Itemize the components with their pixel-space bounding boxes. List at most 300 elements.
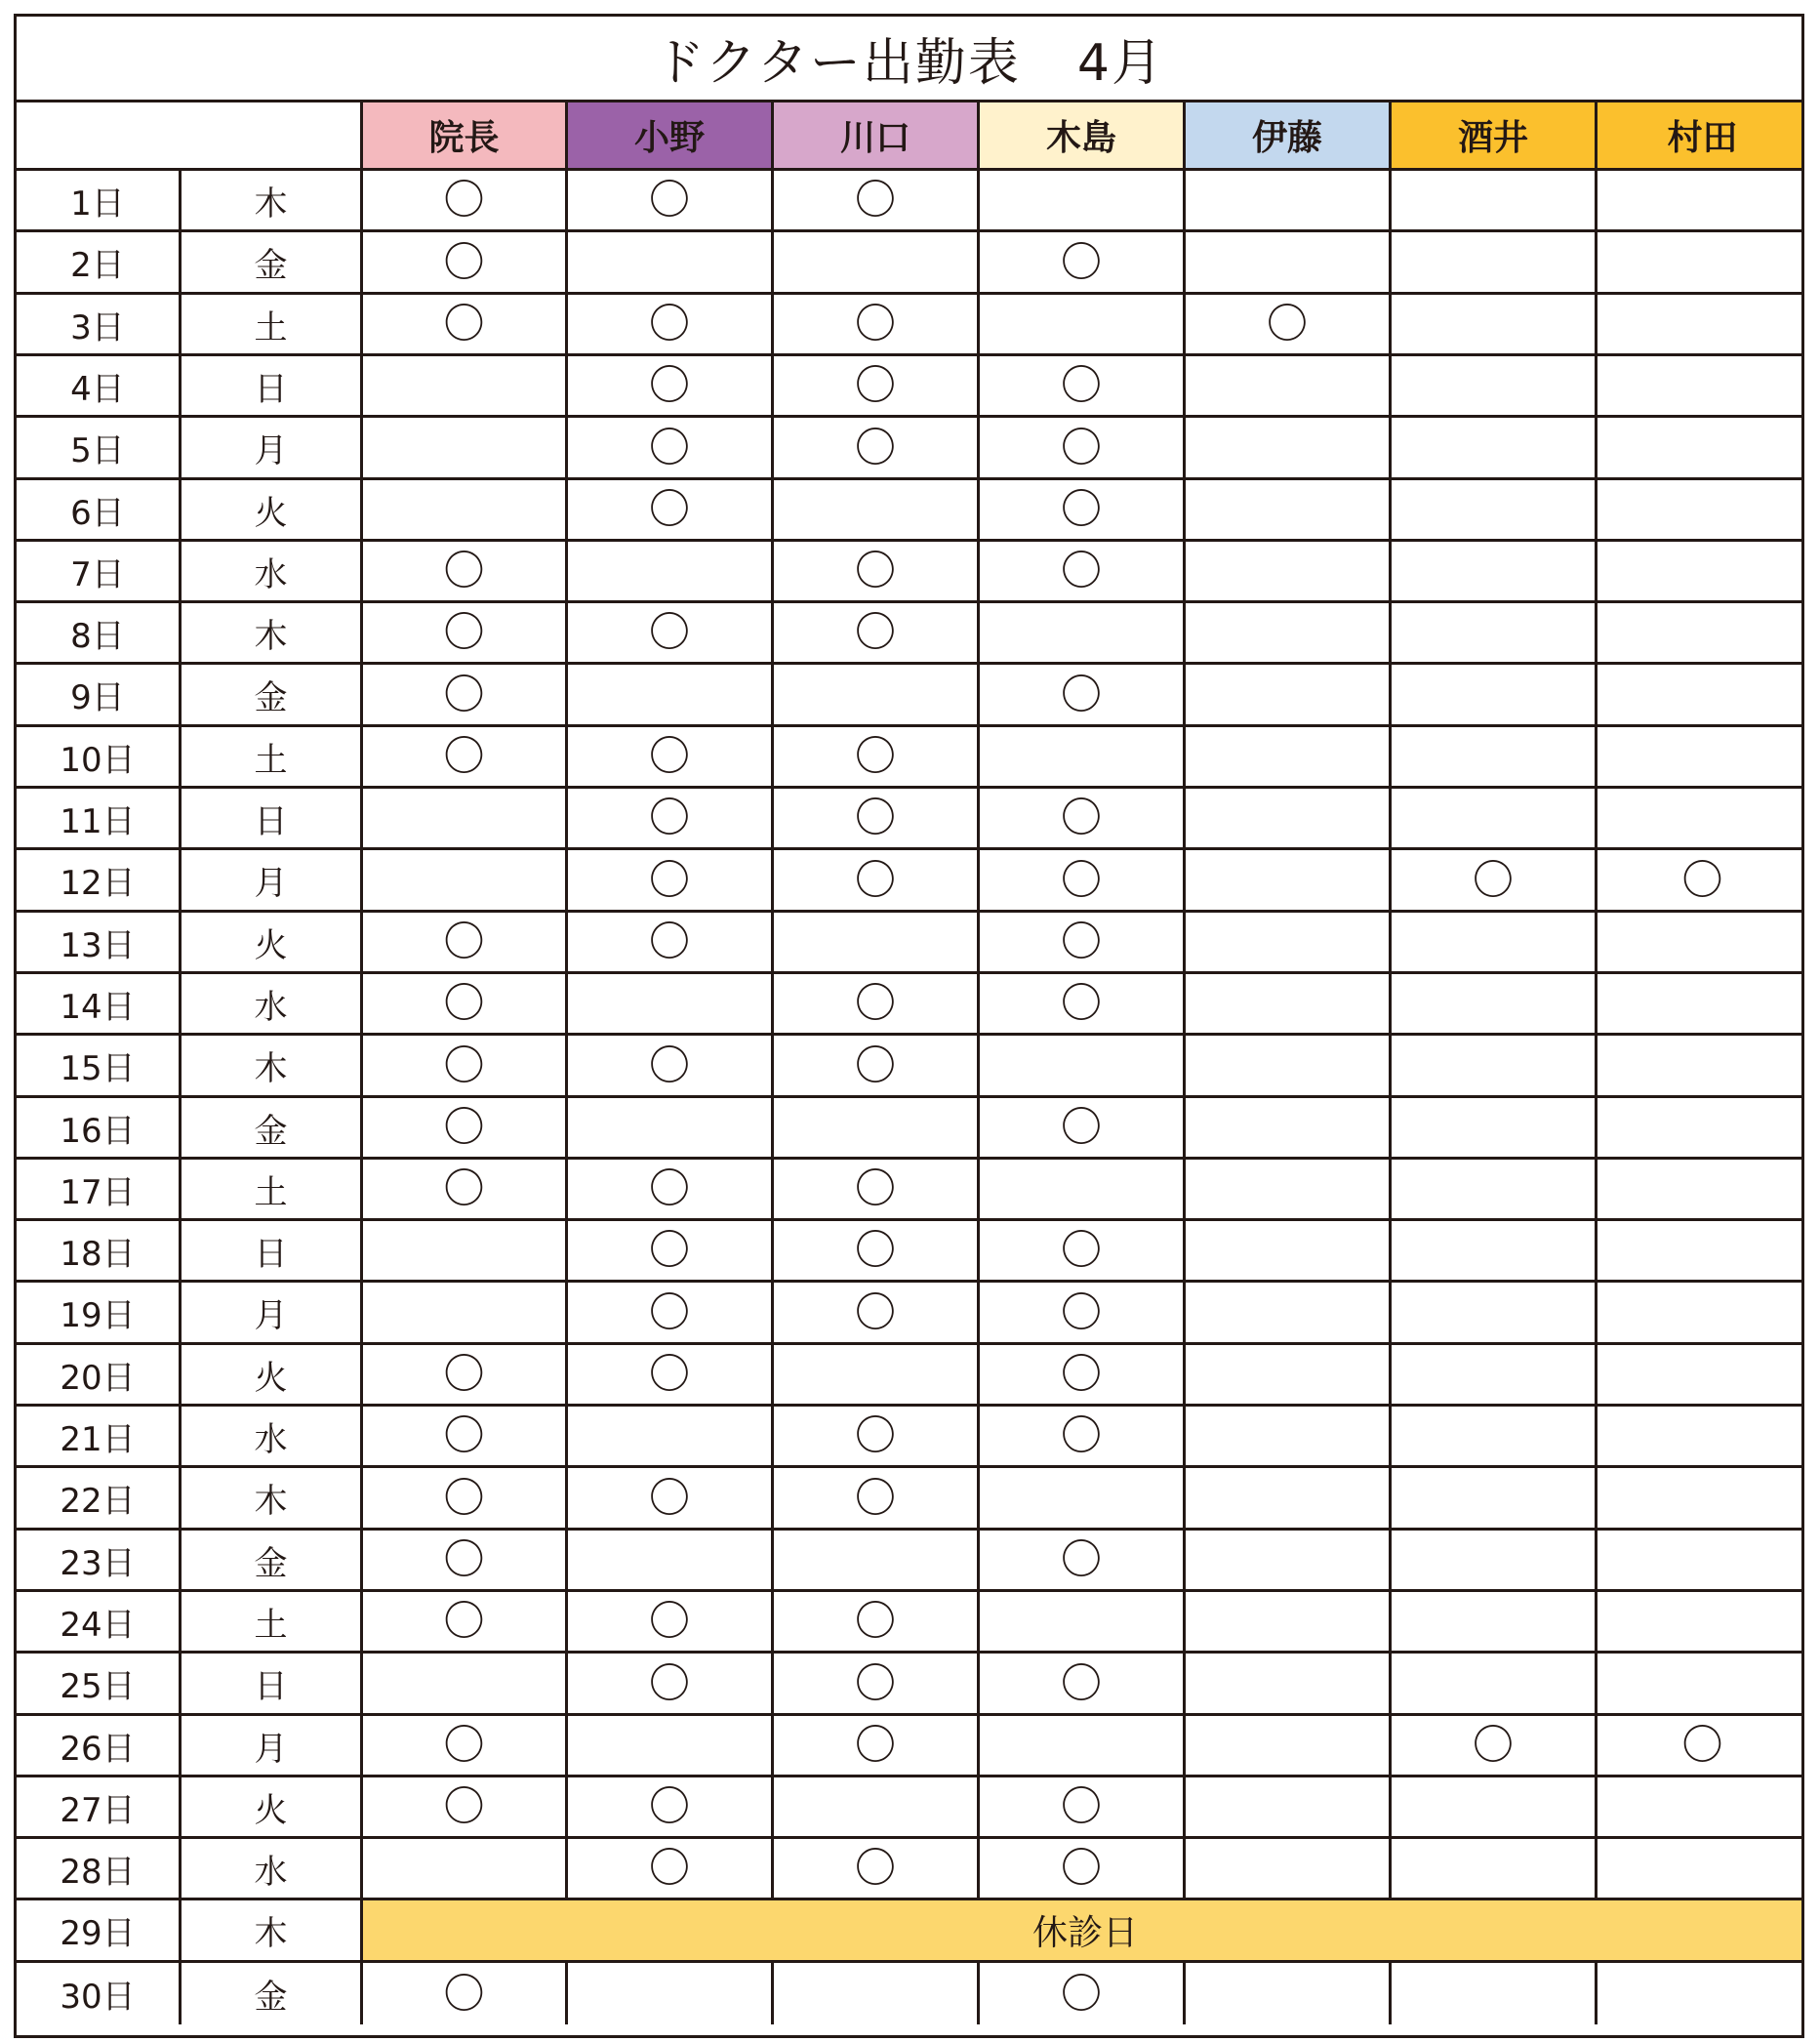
- attendance-mark: 〇: [854, 855, 896, 904]
- attendance-mark: 〇: [648, 1350, 690, 1398]
- attendance-cell: [363, 1839, 568, 1900]
- weekday-cell: [182, 1468, 363, 1531]
- weekday-cell: [182, 974, 363, 1036]
- attendance-cell: [568, 850, 774, 913]
- attendance-cell: [363, 1777, 568, 1839]
- weekday-cell: [182, 1098, 363, 1160]
- attendance-cell: [1598, 974, 1804, 1036]
- attendance-cell: [1392, 1036, 1598, 1098]
- day-label: 22日: [60, 1482, 136, 1521]
- attendance-mark: 〇: [443, 1535, 485, 1583]
- attendance-cell: [1186, 295, 1392, 356]
- attendance-mark: 〇: [648, 361, 690, 409]
- day-label: 5日: [70, 431, 125, 470]
- attendance-mark: 〇: [648, 855, 690, 904]
- attendance-cell: [1392, 789, 1598, 850]
- attendance-mark: 〇: [854, 300, 896, 347]
- attendance-cell: [363, 1716, 568, 1777]
- attendance-cell: [1186, 1036, 1392, 1098]
- day-cell: [17, 356, 182, 418]
- weekday-cell: [182, 1036, 363, 1098]
- attendance-cell: [568, 1221, 774, 1283]
- day-cell: [17, 1716, 182, 1777]
- weekday-label: 日: [254, 369, 288, 409]
- attendance-cell: [1598, 789, 1804, 850]
- attendance-mark: 〇: [443, 918, 485, 965]
- weekday-cell: [182, 665, 363, 727]
- attendance-cell: [774, 1963, 980, 2024]
- attendance-mark: 〇: [1060, 670, 1102, 718]
- day-label: 13日: [60, 925, 136, 965]
- attendance-cell: [1392, 542, 1598, 603]
- weekday-cell: [182, 171, 363, 232]
- attendance-mark: 〇: [1060, 1658, 1102, 1707]
- weekday-label: 火: [254, 1358, 288, 1398]
- attendance-cell: [1186, 1160, 1392, 1221]
- attendance-cell: [1598, 1777, 1804, 1839]
- attendance-mark: 〇: [443, 1597, 485, 1645]
- doctor-name: 川口: [839, 118, 910, 158]
- attendance-cell: [1392, 1531, 1598, 1592]
- attendance-cell: [1598, 542, 1804, 603]
- day-cell: [17, 1963, 182, 2024]
- weekday-label: 金: [254, 1543, 288, 1583]
- attendance-cell: [774, 1160, 980, 1221]
- attendance-mark: 〇: [854, 423, 896, 471]
- attendance-cell: [363, 418, 568, 480]
- attendance-mark: 〇: [648, 485, 690, 533]
- attendance-cell: [363, 1221, 568, 1283]
- attendance-cell: [980, 974, 1186, 1036]
- weekday-label: 月: [254, 1729, 288, 1769]
- attendance-cell: [774, 1839, 980, 1900]
- title-main: ドクター出勤表: [653, 34, 1021, 93]
- doctor-header: [1598, 102, 1804, 171]
- attendance-mark: 〇: [648, 1658, 690, 1707]
- attendance-cell: [774, 1654, 980, 1716]
- weekday-label: 木: [254, 1482, 288, 1521]
- day-cell: [17, 1407, 182, 1468]
- day-label: 26日: [60, 1729, 136, 1769]
- day-label: 27日: [60, 1790, 136, 1830]
- attendance-cell: [980, 295, 1186, 356]
- attendance-mark: 〇: [1060, 855, 1102, 904]
- attendance-cell: [363, 1283, 568, 1345]
- attendance-mark: 〇: [443, 176, 485, 224]
- attendance-mark: 〇: [648, 1473, 690, 1522]
- attendance-cell: [568, 295, 774, 356]
- day-label: 18日: [60, 1234, 136, 1274]
- attendance-cell: [980, 1036, 1186, 1098]
- day-cell: [17, 1654, 182, 1716]
- attendance-cell: [1598, 418, 1804, 480]
- day-cell: [17, 850, 182, 913]
- attendance-cell: [568, 1963, 774, 2024]
- attendance-cell: [363, 1654, 568, 1716]
- attendance-mark: 〇: [1060, 547, 1102, 594]
- attendance-mark: 〇: [443, 237, 485, 286]
- attendance-mark: 〇: [648, 300, 690, 347]
- attendance-cell: [1186, 727, 1392, 789]
- attendance-cell: [1598, 913, 1804, 974]
- attendance-cell: [1186, 1839, 1392, 1900]
- day-label: 23日: [60, 1543, 136, 1583]
- attendance-cell: [568, 1098, 774, 1160]
- attendance-cell: [1186, 974, 1392, 1036]
- attendance-cell: [774, 665, 980, 727]
- attendance-cell: [980, 1839, 1186, 1900]
- weekday-label: 水: [254, 1852, 288, 1892]
- weekday-cell: [182, 1592, 363, 1654]
- attendance-cell: [1598, 1716, 1804, 1777]
- day-cell: [17, 665, 182, 727]
- attendance-cell: [568, 727, 774, 789]
- attendance-cell: [363, 1592, 568, 1654]
- day-label: 14日: [60, 987, 136, 1027]
- attendance-mark: 〇: [1060, 237, 1102, 286]
- doctor-name: 院長: [428, 118, 500, 158]
- attendance-cell: [363, 789, 568, 850]
- day-label: 6日: [70, 493, 125, 533]
- attendance-mark: 〇: [1060, 423, 1102, 471]
- attendance-cell: [1598, 1036, 1804, 1098]
- weekday-cell: [182, 1654, 363, 1716]
- attendance-mark: 〇: [443, 1721, 485, 1769]
- attendance-cell: [980, 727, 1186, 789]
- attendance-mark: 〇: [443, 1103, 485, 1151]
- attendance-cell: [1598, 1654, 1804, 1716]
- attendance-cell: [774, 232, 980, 295]
- attendance-cell: [363, 232, 568, 295]
- day-label: 17日: [60, 1172, 136, 1212]
- attendance-mark: 〇: [854, 1226, 896, 1274]
- attendance-mark: 〇: [854, 1658, 896, 1707]
- attendance-cell: [363, 1036, 568, 1098]
- attendance-mark: 〇: [443, 547, 485, 594]
- attendance-cell: [1186, 232, 1392, 295]
- attendance-mark: 〇: [854, 1721, 896, 1769]
- attendance-mark: 〇: [648, 608, 690, 656]
- attendance-mark: 〇: [854, 732, 896, 780]
- attendance-cell: [568, 603, 774, 665]
- attendance-mark: 〇: [443, 1782, 485, 1830]
- attendance-cell: [1598, 1098, 1804, 1160]
- weekday-cell: [182, 1531, 363, 1592]
- attendance-cell: [568, 1160, 774, 1221]
- day-label: 25日: [60, 1667, 136, 1706]
- attendance-cell: [980, 171, 1186, 232]
- attendance-cell: [1598, 603, 1804, 665]
- attendance-cell: [980, 1592, 1186, 1654]
- attendance-mark: 〇: [1060, 1535, 1102, 1583]
- attendance-mark: 〇: [648, 732, 690, 780]
- attendance-cell: [1392, 1160, 1598, 1221]
- weekday-cell: [182, 1407, 363, 1468]
- attendance-cell: [1392, 850, 1598, 913]
- attendance-mark: 〇: [1060, 1411, 1102, 1459]
- day-label: 29日: [60, 1914, 136, 1953]
- weekday-label: 木: [254, 1914, 288, 1953]
- day-cell: [17, 1283, 182, 1345]
- attendance-cell: [1392, 295, 1598, 356]
- weekday-label: 金: [254, 1978, 288, 2017]
- attendance-cell: [980, 603, 1186, 665]
- attendance-cell: [568, 232, 774, 295]
- attendance-mark: 〇: [854, 1287, 896, 1336]
- attendance-cell: [1598, 1221, 1804, 1283]
- attendance-cell: [774, 1531, 980, 1592]
- weekday-cell: [182, 1839, 363, 1900]
- attendance-cell: [568, 789, 774, 850]
- weekday-cell: [182, 1777, 363, 1839]
- attendance-cell: [774, 356, 980, 418]
- day-cell: [17, 1592, 182, 1654]
- attendance-cell: [980, 1468, 1186, 1531]
- attendance-cell: [1392, 1221, 1598, 1283]
- attendance-cell: [1186, 1468, 1392, 1531]
- attendance-mark: 〇: [854, 176, 896, 224]
- weekday-cell: [182, 480, 363, 542]
- attendance-cell: [1392, 480, 1598, 542]
- attendance-cell: [774, 789, 980, 850]
- attendance-cell: [1598, 1592, 1804, 1654]
- weekday-label: 木: [254, 616, 288, 656]
- attendance-cell: [980, 850, 1186, 913]
- attendance-cell: [1392, 1839, 1598, 1900]
- attendance-cell: [363, 913, 568, 974]
- attendance-mark: 〇: [648, 794, 690, 841]
- attendance-mark: 〇: [854, 1844, 896, 1892]
- attendance-mark: 〇: [443, 1969, 485, 2018]
- attendance-cell: [1392, 1468, 1598, 1531]
- attendance-cell: [568, 1777, 774, 1839]
- doctor-name: 木島: [1045, 118, 1116, 158]
- attendance-cell: [980, 1716, 1186, 1777]
- day-label: 12日: [60, 864, 136, 903]
- attendance-cell: [1186, 1963, 1392, 2024]
- attendance-mark: 〇: [648, 1287, 690, 1336]
- doctor-name: 小野: [633, 118, 705, 158]
- attendance-mark: 〇: [648, 1041, 690, 1089]
- weekday-cell: [182, 418, 363, 480]
- attendance-cell: [1392, 1098, 1598, 1160]
- attendance-cell: [1392, 1654, 1598, 1716]
- day-cell: [17, 789, 182, 850]
- header-blank: [17, 102, 363, 171]
- attendance-cell: [774, 1777, 980, 1839]
- attendance-mark: 〇: [1266, 300, 1308, 347]
- attendance-mark: 〇: [443, 1164, 485, 1212]
- weekday-cell: [182, 1345, 363, 1407]
- doctor-header: [1186, 102, 1392, 171]
- attendance-cell: [774, 1098, 980, 1160]
- attendance-cell: [568, 1468, 774, 1531]
- attendance-cell: [1392, 171, 1598, 232]
- day-cell: [17, 295, 182, 356]
- day-label: 3日: [70, 307, 125, 347]
- day-label: 15日: [60, 1049, 136, 1088]
- attendance-mark: 〇: [648, 423, 690, 471]
- attendance-mark: 〇: [1060, 1287, 1102, 1336]
- attendance-cell: [363, 1468, 568, 1531]
- attendance-mark: 〇: [443, 1411, 485, 1459]
- day-label: 16日: [60, 1111, 136, 1151]
- weekday-label: 月: [254, 431, 288, 470]
- day-label: 11日: [60, 801, 136, 841]
- day-cell: [17, 603, 182, 665]
- day-cell: [17, 1531, 182, 1592]
- doctor-header: [774, 102, 980, 171]
- weekday-label: 日: [254, 1234, 288, 1274]
- weekday-label: 水: [254, 987, 288, 1027]
- doctor-header: [1392, 102, 1598, 171]
- attendance-cell: [1186, 480, 1392, 542]
- attendance-cell: [363, 1407, 568, 1468]
- weekday-cell: [182, 1963, 363, 2024]
- attendance-cell: [363, 356, 568, 418]
- attendance-cell: [980, 1221, 1186, 1283]
- attendance-cell: [363, 480, 568, 542]
- day-label: 28日: [60, 1852, 136, 1892]
- attendance-cell: [363, 1098, 568, 1160]
- attendance-cell: [774, 1407, 980, 1468]
- attendance-cell: [363, 850, 568, 913]
- attendance-cell: [363, 295, 568, 356]
- weekday-cell: [182, 295, 363, 356]
- attendance-cell: [980, 1407, 1186, 1468]
- attendance-cell: [568, 480, 774, 542]
- attendance-cell: [363, 603, 568, 665]
- attendance-mark: 〇: [1681, 855, 1723, 904]
- attendance-mark: 〇: [1060, 1969, 1102, 2018]
- attendance-cell: [1598, 1531, 1804, 1592]
- weekday-label: 月: [254, 864, 288, 903]
- day-label: 30日: [60, 1978, 136, 2017]
- attendance-cell: [1186, 418, 1392, 480]
- attendance-cell: [1392, 356, 1598, 418]
- day-label: 8日: [70, 616, 125, 656]
- attendance-cell: [774, 1716, 980, 1777]
- day-cell: [17, 913, 182, 974]
- attendance-mark: 〇: [648, 176, 690, 224]
- attendance-cell: [774, 913, 980, 974]
- attendance-mark: 〇: [854, 1411, 896, 1459]
- attendance-cell: [568, 665, 774, 727]
- attendance-mark: 〇: [854, 608, 896, 656]
- weekday-cell: [182, 789, 363, 850]
- attendance-cell: [1598, 1407, 1804, 1468]
- attendance-cell: [1598, 232, 1804, 295]
- attendance-cell: [1392, 418, 1598, 480]
- day-cell: [17, 1221, 182, 1283]
- attendance-mark: 〇: [854, 361, 896, 409]
- attendance-cell: [1598, 850, 1804, 913]
- weekday-label: 土: [254, 740, 288, 780]
- attendance-cell: [1598, 1345, 1804, 1407]
- attendance-cell: [1598, 295, 1804, 356]
- attendance-cell: [1186, 1716, 1392, 1777]
- doctor-name: 伊藤: [1251, 118, 1322, 158]
- attendance-cell: [1186, 1777, 1392, 1839]
- day-cell: [17, 418, 182, 480]
- day-label: 10日: [60, 740, 136, 780]
- attendance-cell: [1186, 1098, 1392, 1160]
- weekday-label: 火: [254, 925, 288, 965]
- day-cell: [17, 1345, 182, 1407]
- attendance-cell: [568, 1592, 774, 1654]
- attendance-cell: [1598, 356, 1804, 418]
- closed-label: 休診日: [1031, 1913, 1138, 1953]
- attendance-cell: [1392, 913, 1598, 974]
- attendance-cell: [1392, 1592, 1598, 1654]
- weekday-cell: [182, 1716, 363, 1777]
- closed-day-banner: [363, 1900, 1804, 1963]
- doctor-header: [568, 102, 774, 171]
- attendance-cell: [1392, 1777, 1598, 1839]
- doctor-header: [980, 102, 1186, 171]
- weekday-cell: [182, 1160, 363, 1221]
- attendance-cell: [1186, 1654, 1392, 1716]
- attendance-mark: 〇: [648, 1226, 690, 1274]
- attendance-cell: [1186, 1407, 1392, 1468]
- attendance-cell: [568, 1654, 774, 1716]
- attendance-cell: [1598, 480, 1804, 542]
- attendance-cell: [774, 727, 980, 789]
- attendance-mark: 〇: [1060, 1350, 1102, 1398]
- attendance-cell: [568, 1036, 774, 1098]
- attendance-mark: 〇: [1060, 979, 1102, 1027]
- attendance-mark: 〇: [1060, 1844, 1102, 1892]
- day-cell: [17, 1900, 182, 1963]
- weekday-cell: [182, 913, 363, 974]
- attendance-mark: 〇: [1060, 1103, 1102, 1151]
- attendance-cell: [774, 1592, 980, 1654]
- attendance-cell: [980, 913, 1186, 974]
- day-cell: [17, 542, 182, 603]
- day-label: 19日: [60, 1296, 136, 1335]
- weekday-cell: [182, 1283, 363, 1345]
- attendance-cell: [774, 603, 980, 665]
- attendance-cell: [1598, 727, 1804, 789]
- attendance-cell: [980, 1654, 1186, 1716]
- day-cell: [17, 1839, 182, 1900]
- attendance-cell: [363, 727, 568, 789]
- attendance-cell: [568, 1531, 774, 1592]
- attendance-mark: 〇: [854, 979, 896, 1027]
- attendance-mark: 〇: [648, 918, 690, 965]
- attendance-cell: [980, 1098, 1186, 1160]
- attendance-cell: [980, 418, 1186, 480]
- attendance-cell: [363, 1531, 568, 1592]
- day-label: 21日: [60, 1419, 136, 1459]
- attendance-mark: 〇: [1060, 485, 1102, 533]
- attendance-cell: [980, 480, 1186, 542]
- attendance-cell: [1186, 171, 1392, 232]
- attendance-mark: 〇: [443, 670, 485, 718]
- attendance-mark: 〇: [443, 1473, 485, 1522]
- attendance-cell: [568, 171, 774, 232]
- attendance-cell: [1186, 1221, 1392, 1283]
- day-label: 9日: [70, 678, 125, 717]
- title-month: 4月: [1076, 34, 1164, 93]
- attendance-cell: [980, 356, 1186, 418]
- attendance-mark: 〇: [443, 979, 485, 1027]
- weekday-label: 日: [254, 801, 288, 841]
- weekday-cell: [182, 603, 363, 665]
- weekday-cell: [182, 232, 363, 295]
- attendance-cell: [774, 1283, 980, 1345]
- attendance-cell: [363, 665, 568, 727]
